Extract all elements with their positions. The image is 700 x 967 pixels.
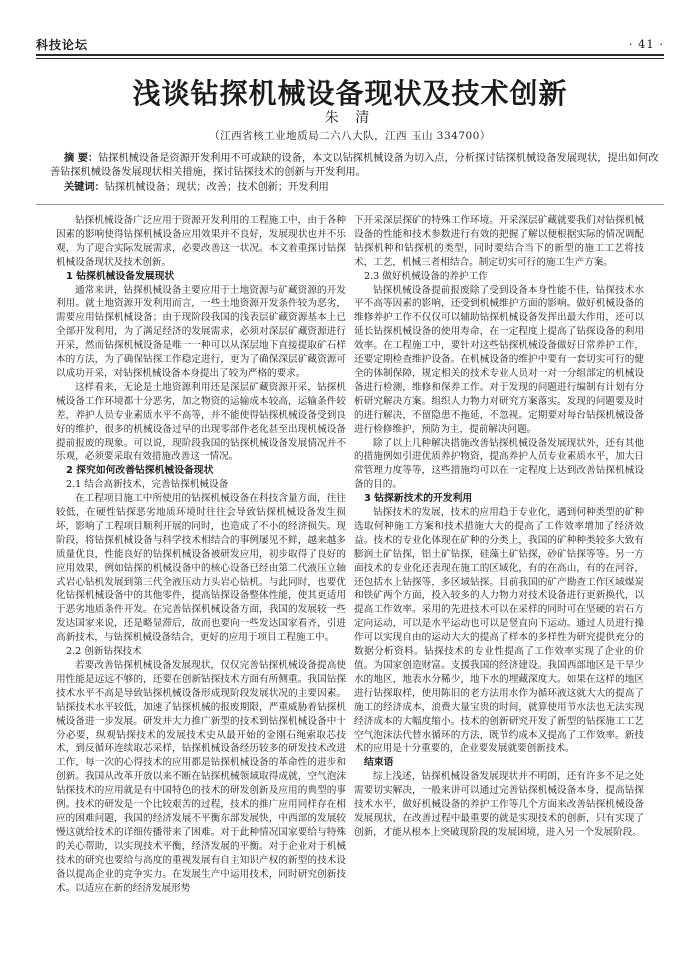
keywords-label: 关键词： [64, 182, 105, 193]
affiliation: （江西省核工业地质局二六八大队，江西 玉山 334700） [209, 130, 491, 142]
header-rule [36, 54, 664, 56]
article-title: 浅谈钻探机械设备现状及技术创新 [132, 77, 568, 110]
keywords [64, 181, 660, 195]
paragraph: 这样看来，无论是土地资源利用还是深层矿藏资源开采，钻探机械设备工作环境都十分恶劣，加之物资的运输成本较高，运输条件较差，养护人员专业素质水平不高等，并不能使得钻探机械设备受到良好的维护，很多的机械设备过早的出现零部件老化甚至出现机械设备提前报废的现象。可以说，现阶段我国的钻探机械设备发展情况并不乐观，必须要采取有效措施改善这一情况。 [56, 381, 346, 463]
paragraph: 通常来讲，钻探机械设备主要应用于土地资源与矿藏资源的开发利用。就土地资源开发利用而言，一些土地资源开发条件较为恶劣，需要应用钻探机械设备；由于现阶段我国的浅表层矿藏资源基本上已全部开发利用，为了满足经济的发展需求，必须对深层矿藏资源进行开采，然而钻探机械设备是唯一一种可以从深层地下直接提取矿石样本的方法，为了确保钻探工作稳定进行，更为了确保深层矿藏资源可以成功开采，对钻探机械设备本身提出了较为严格的要求。 [56, 284, 346, 379]
section-heading: 3 钻探新技术的开发利用 [364, 493, 473, 505]
paragraph: 除了以上几种解决措施改善钻探机械设备发展现状外，还有其他的措施例如引进优质养护物资，提高养护人员专业素质水平，加大日常管理力度等等，这些措施均可以在一定程度上达到改善钻探机械设备的目的。 [354, 437, 644, 491]
section-heading: 1 钻探机械设备发展现状 [66, 270, 175, 282]
subsection-heading: 2.3 做好机械设备的养护工作 [364, 270, 488, 282]
paragraph: 下开采深层探矿的特殊工作环境。开采深层矿藏就要我们对钻探机械设备的性能和技术参数进行有效的把握了解以便根据实际的情况调配钻探机种和钻探机的类型，同时要结合当下的新型的施工工艺将技术，工艺，机械三者相结合。制定切实可行的施工生产方案。 [354, 215, 644, 268]
section-heading: 2 探究如何改善钻探机械设备现状 [66, 465, 214, 477]
header-rule-thin [36, 58, 664, 59]
paragraph: 钻探技术的发展，技术的应用趋于专业化，遇到何种类型的矿种选取何种施工方案和技术措施大大的提高了工作效率增加了经济效益。技术的专业化体现在矿种的分类上，我国的矿种种类较多大致有膨润土矿钻探，铝土矿钻探，硅藻土矿钻探，砂矿钻探等等。另一方面技术的专业化还表现在施工的区域化，有的在高山，有的在河谷，还包括水上钻探等，多区域钻探。目前我国的矿产勘查工作区域煤炭和铁矿两个方面，投入较多的人力物力对技术设备进行更新换代，以提高工作效率。采用的先进技术可以在采样的同时可在坚硬的岩石方定向运动，可以是水平运动也可以是竖直向下运动。通过人员进行操作可以实现自由的运动大大的提高了样本的多样性为研究提供充分的数据分析资料。钻探技术的专业性提高了工作效率实现了企业的价值。为国家创造财富。支援我国的经济建设。我国西部地区是干旱少水的地区，地表水分稀少，地下水的埋藏深度大。如果在这样的地区进行钻探取样，使用陈旧的老方法用水作为循环液这就大大的提高了施工的经济成本，浪费大量宝贵的时间，就算使用节水法也无法实现经济成本的大幅度缩小。技术的创新研究开发了新型的钻探施工工艺空气泡沫法代替水循环的方法，既节约成本又提高了工作效率。新技术的应用是十分重要的，企业要发展就要创新技术。 [354, 507, 644, 755]
subsection-heading: 2.2 创新钻探技术 [66, 646, 142, 658]
paragraph: 综上浅述，钻探机械设备发展现状并不明朗，还有许多不足之处需要切实解决，一般来讲可以通过完善钻探机械设备本身，提高钻探技术水平，做好机械设备的养护工作等几个方面来改善钻探机械设备发展现状，在改善过程中最重要的就是实现技术的创新，只有实现了创新，才能从根本上突破现阶段的发展困境，进入另一个发展阶段。 [354, 771, 644, 838]
author: 朱 清 [324, 110, 376, 126]
paragraph: 在工程项目施工中所使用的钻探机械设备在科技含量方面，往往较低，在硬性钻探恶劣地质环境时往往会导致钻探机械设备发生损坏，影响了工程项目顺利开展的同时，也造成了不小的经济损失。现阶段，将钻探机械设备与科学技术相结合的事例屡见不鲜，越来越多质量优良，性能良好的钻探机械设备被研发应用，初步取得了良好的应用效果，例如钻探的机械设备中的核心设备已经由第二代液压立轴式岩心钻机发展到第三代全液压动力头岩心钻机。与此同时，也要优化钻探机械设备中的其他零件，提高钻探设备整体性能，使其更适用于恶劣地质条件开发。在完善钻探机械设备方面，我国的发展较一些发达国家来说，还是略显滞后，故而也要向一些发达国家看齐，引进高新技术，与钻探机械设备结合，更好的应用于项目工程施工中。 [56, 493, 346, 644]
section-heading: 结束语 [364, 757, 394, 769]
journal-section: 科技论坛 [36, 38, 89, 52]
paragraph: 若要改善钻探机械设备发展现状，仅仅完善钻探机械设备提高使用性能是远远不够的，还要在创新钻探技术方面有所侧重。我国钻探技术水平不高是导致钻探机械设备形成现阶段发展状况的主要因素。钻探技术水平较低，加速了钻探机械的报废期限，严重威胁着钻探机械设备进一步发展。研发并大力推广新型的技术到钻探机械设备中十分必要，纵观钻探技术的发展技术史从最开始的金刚石绳索取芯技术，到反循环连续取芯采样，钻探机械设备经历较多的研发技术改进工作，每一次的心得技术的应用都是钻探机械设备的革命性的进步和创新。我国从改革开放以来不断在钻探机械领域取得成就，空气泡沫钻探技术的应用就是有中国特色的技术的研发创新及应用的典型的事例。技术的研发是一个比较艰苦的过程，技术的推广应用同样存在相应的困难问题，我国的经济发展不平衡东部发展快，中西部的发展较慢这就给技术的详细传播带来了困难。对于此种情况国家要给与特殊的关心帮助，以实现技术平衡，经济发展的平衡。对于企业对于机械技术的研究也要给与高度的重视发展有自主知识产权的新型的技术设备以提高企业的竞争实力。在发展生产中运用技术，同时研究创新技术。以适应在新的经济发展形势 [56, 660, 346, 894]
abstract [50, 152, 660, 180]
paragraph: 钻探机械设备提前报废除了受到设备本身性能不佳，钻探技术水平不高等因素的影响，还受到机械维护方面的影响。做好机械设备的维修养护工作不仅仅可以辅助钻探机械设备发挥出最大作用，还可以延长钻探机械设备的使用寿命，在一定程度上提高了钻探设备的利用效率。在工程施工中，要针对这些钻探机械设备做好日常养护工作，还要定期检查维护设备。在机械设备的维护中要有一套切实可行的健全的体制保障，规定相关的技术专业人员对一对一分组部定的机械设备进行检测，维修和保养工作。对于发现的问题进行编制有计划有分析研究解决方案。组织人力物力对研究方案落实。发现的问题要及时的进行解决，不留隐患不拖延，不忽视。定期要对每台钻探机械设备进行检修维护，预防为主，提前解决问题。 [354, 284, 644, 435]
subsection-heading: 2.1 结合高新技术，完善钻探机械设备 [66, 479, 229, 491]
body-column-right [354, 214, 644, 954]
abstract-divider [36, 204, 664, 205]
page-number: · 41 · [628, 37, 664, 51]
keywords-text: 钻探机械设备；现状；改善；技术创新；开发利用 [104, 182, 329, 193]
abstract-label: 摘 要： [64, 153, 99, 164]
abstract-text: 钻探机械设备是资源开发利用不可或缺的设备，本文以钻探机械设备为切入点，分析探讨钻探机械设备发展现状，提出如何改善钻探机械设备发展现状相关措施，探讨钻探技术的创新与开发利用。 [50, 153, 659, 178]
paragraph: 钻探机械设备广泛应用于资源开发利用的工程施工中，由于各种因素的影响使得钻探机械设备应用效果并不良好，发展现状也并不乐观，为了迎合实际发展需求，必要改善这一状况。本文着重探讨钻探机械设备现状及技术创新。 [56, 215, 346, 268]
body-column-left [56, 214, 346, 954]
